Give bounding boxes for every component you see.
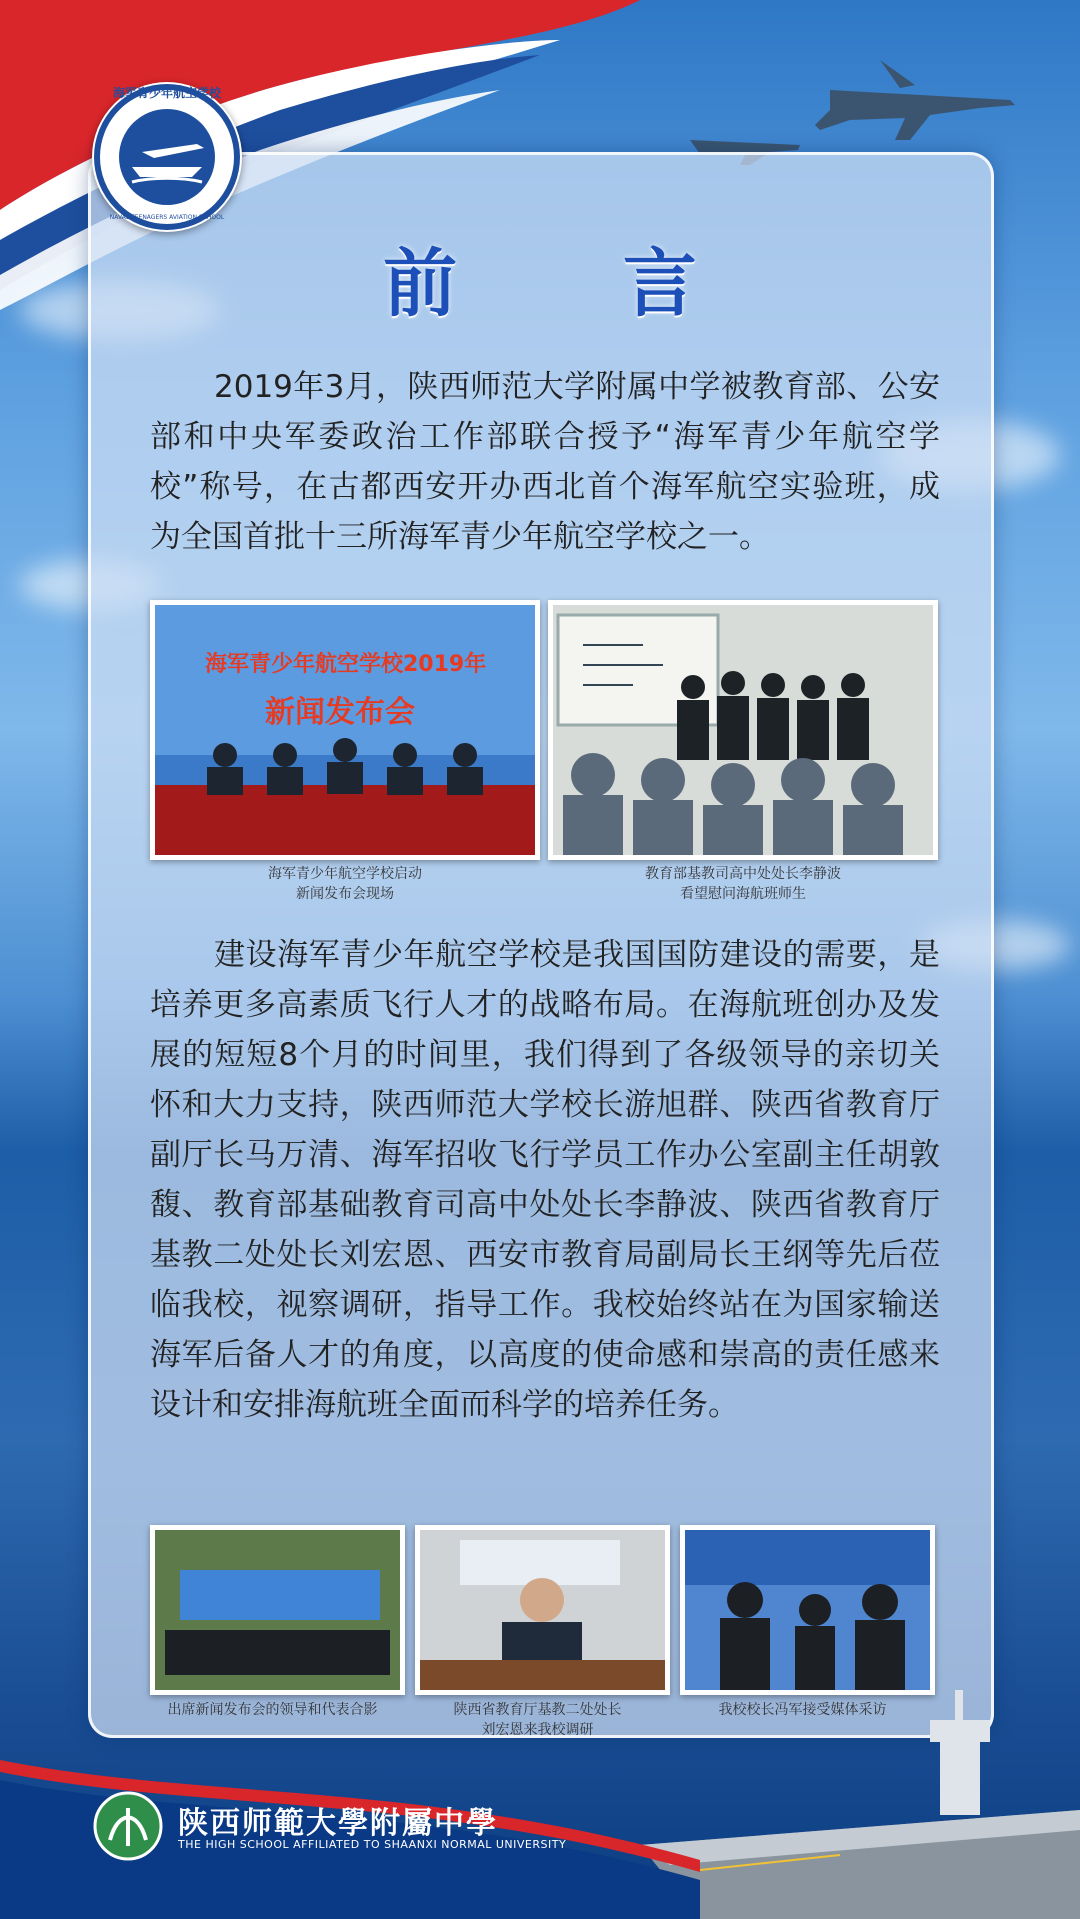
main-paragraph: 建设海军青少年航空学校是我国国防建设的需要，是培养更多高素质飞行人才的战略布局。在海航班创办及发展的短短8个月的时间里，我们得到了各级领导的亲切关怀和大力支持，陕西师范大学校长游旭群、陕西省教育厅副厅长马万清、海军招收飞行学员工作办公室副主任胡敦馥、教育部基础教育司高中处处长李静波、陕西省教育厅基教二处处长刘宏恩、西安市教育局副局长王纲等先后莅临我校，视察调研，指导工作。我校始终站在为国家输送海军后备人才的角度，以高度的使命感和崇高的责任感来设计和安排海航班全面而科学的培养任务。: [150, 937, 940, 1423]
caption-official-visit: [548, 864, 938, 904]
school-logo-icon: [92, 1790, 164, 1862]
banner-line-2: 新闻发布会: [265, 695, 415, 730]
photo-official-research: [415, 1525, 670, 1695]
intro-paragraph: 2019年3月，陕西师范大学附属中学被教育部、公安部和中央军委政治工作部联合授予“海军青少年航空学校”称号，在古都西安开办西北首个海军航空实验班，成为全国首批十三所海军青少年航空学校之一。: [150, 369, 940, 555]
school-name-en: THE HIGH SCHOOL AFFILIATED TO SHAANXI NORMAL UNIVERSITY: [178, 1838, 567, 1851]
photo-official-visit: [548, 600, 938, 860]
school-name: 陕西师範大學附屬中學: [178, 1806, 498, 1841]
caption-line: 教育部基教司高中处处长李静波: [645, 866, 841, 882]
caption-official-research: [405, 1700, 670, 1740]
caption-line: 我校校长冯军接受媒体采访: [718, 1702, 887, 1718]
aircraft-carrier-illustration: [640, 1670, 1080, 1919]
banner-line-1: 海军青少年航空学校2019年: [205, 652, 487, 677]
caption-press-conference: [150, 864, 540, 904]
photo-press-conference: [150, 600, 540, 860]
caption-line: 新闻发布会现场: [296, 886, 394, 902]
caption-line: 陕西省教育厅基教二处处长: [453, 1702, 622, 1718]
badge-text: 海军青少年航空学校: [112, 86, 221, 100]
caption-group-photo: [140, 1700, 405, 1720]
page-title: 前 言: [383, 241, 767, 327]
fighter-jets-illustration: [680, 30, 1020, 170]
photo-group-photo: [150, 1525, 405, 1695]
caption-line: 海军青少年航空学校启动: [268, 866, 422, 882]
caption-line: 看望慰问海航班师生: [680, 886, 806, 902]
caption-line: 刘宏恩来我校调研: [481, 1722, 594, 1738]
badge-text-en: NAVAL TEENAGERS AVIATION SCHOOL: [109, 214, 225, 221]
naval-school-badge: [92, 82, 242, 232]
caption-line: 出席新闻发布会的领导和代表合影: [167, 1702, 378, 1718]
